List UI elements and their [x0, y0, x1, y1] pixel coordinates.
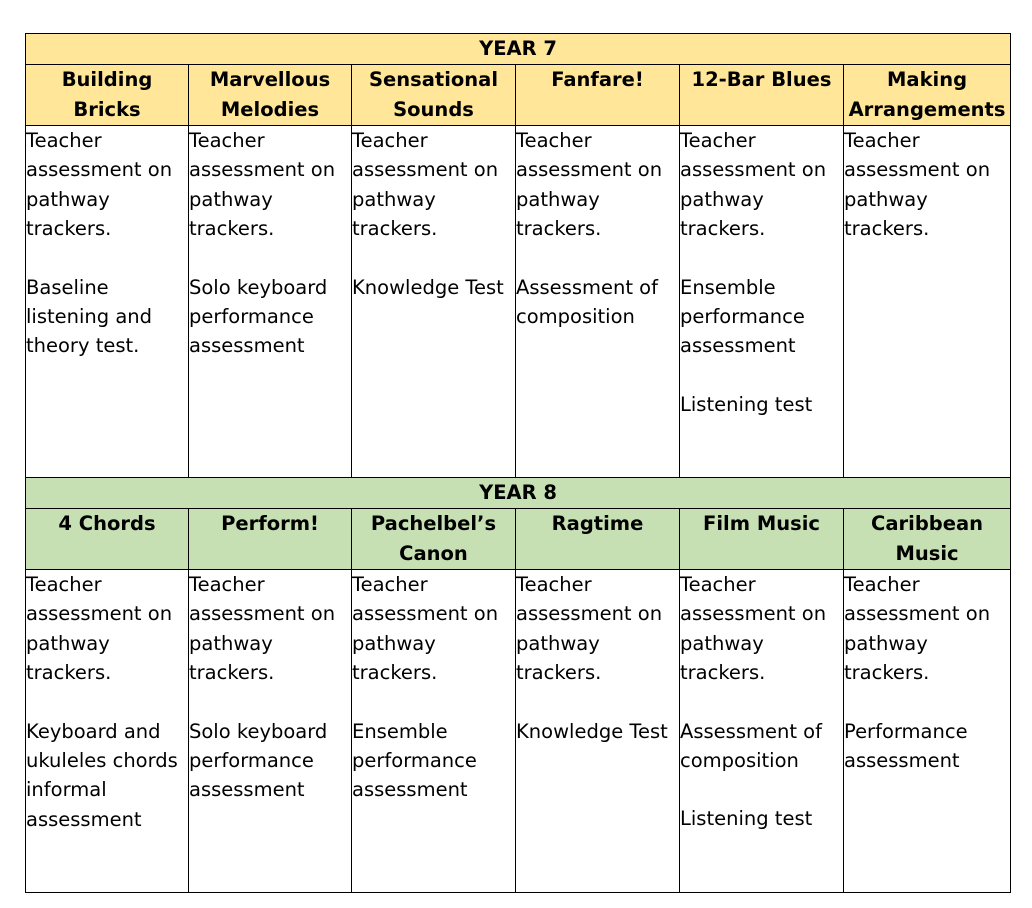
year7-header-row [26, 34, 1011, 65]
year7-title: YEAR 7 [26, 34, 1011, 65]
year7-assessments-row [26, 126, 1011, 478]
assessment-text: Ensemble performance assessment [680, 275, 805, 358]
assessment-cell [189, 570, 352, 893]
unit-title: Marvellous Melodies [189, 65, 352, 126]
assessment-cell [680, 126, 844, 478]
unit-title: Film Music [680, 509, 844, 570]
assessment-text: Solo keyboard performance assessment [189, 719, 328, 802]
unit-title: Perform! [189, 509, 352, 570]
assessment-text: Teacher assessment on pathway trackers. [189, 129, 336, 241]
year8-assessments-row [26, 570, 1011, 893]
assessment-text: Teacher assessment on pathway trackers. [189, 573, 336, 685]
assessment-cell [189, 126, 352, 478]
assessment-text: Solo keyboard performance assessment [189, 275, 328, 358]
unit-title: Building Bricks [26, 65, 189, 126]
assessment-text: Listening test [680, 392, 813, 416]
unit-title: Pachelbel’s Canon [352, 509, 516, 570]
assessment-text: Teacher assessment on pathway trackers. [352, 129, 499, 241]
assessment-cell [844, 126, 1011, 478]
assessment-text: Teacher assessment on pathway trackers. [26, 129, 173, 241]
assessment-text: Keyboard and ukuleles chords informal assessment [26, 719, 178, 831]
unit-title: Fanfare! [516, 65, 680, 126]
assessment-cell [844, 570, 1011, 893]
assessment-cell [352, 126, 516, 478]
year8-title: YEAR 8 [26, 478, 1011, 509]
assessment-text: Teacher assessment on pathway trackers. [516, 129, 663, 241]
assessment-cell [352, 570, 516, 893]
assessment-cell [26, 570, 189, 893]
unit-title: Sensational Sounds [352, 65, 516, 126]
assessment-text: Teacher assessment on pathway trackers. [352, 573, 499, 685]
year7-units-row [26, 65, 1011, 126]
assessment-text: Teacher assessment on pathway trackers. [844, 129, 991, 241]
assessment-cell [680, 570, 844, 893]
unit-title: 12-Bar Blues [680, 65, 844, 126]
year8-header-row [26, 478, 1011, 509]
year8-units-row [26, 509, 1011, 570]
assessment-text: Teacher assessment on pathway trackers. [844, 573, 991, 685]
assessment-text: Teacher assessment on pathway trackers. [516, 573, 663, 685]
assessment-text: Knowledge Test [516, 719, 668, 743]
assessment-text: Assessment of composition [680, 719, 822, 773]
assessment-text: Teacher assessment on pathway trackers. [26, 573, 173, 685]
assessment-text: Teacher assessment on pathway trackers. [680, 129, 827, 241]
assessment-text: Ensemble performance assessment [352, 719, 477, 802]
assessment-text: Listening test [680, 807, 813, 831]
assessment-text: Baseline listening and theory test. [26, 275, 153, 358]
unit-title: Ragtime [516, 509, 680, 570]
assessment-text: Performance assessment [844, 719, 968, 773]
assessment-cell [516, 570, 680, 893]
unit-title: 4 Chords [26, 509, 189, 570]
assessment-cell [516, 126, 680, 478]
unit-title: Making Arrangements [844, 65, 1011, 126]
unit-title: Caribbean Music [844, 509, 1011, 570]
assessment-cell [26, 126, 189, 478]
assessment-text: Knowledge Test [352, 275, 504, 299]
assessment-table [25, 33, 1011, 893]
assessment-text: Assessment of composition [516, 275, 658, 329]
assessment-text: Teacher assessment on pathway trackers. [680, 573, 827, 685]
